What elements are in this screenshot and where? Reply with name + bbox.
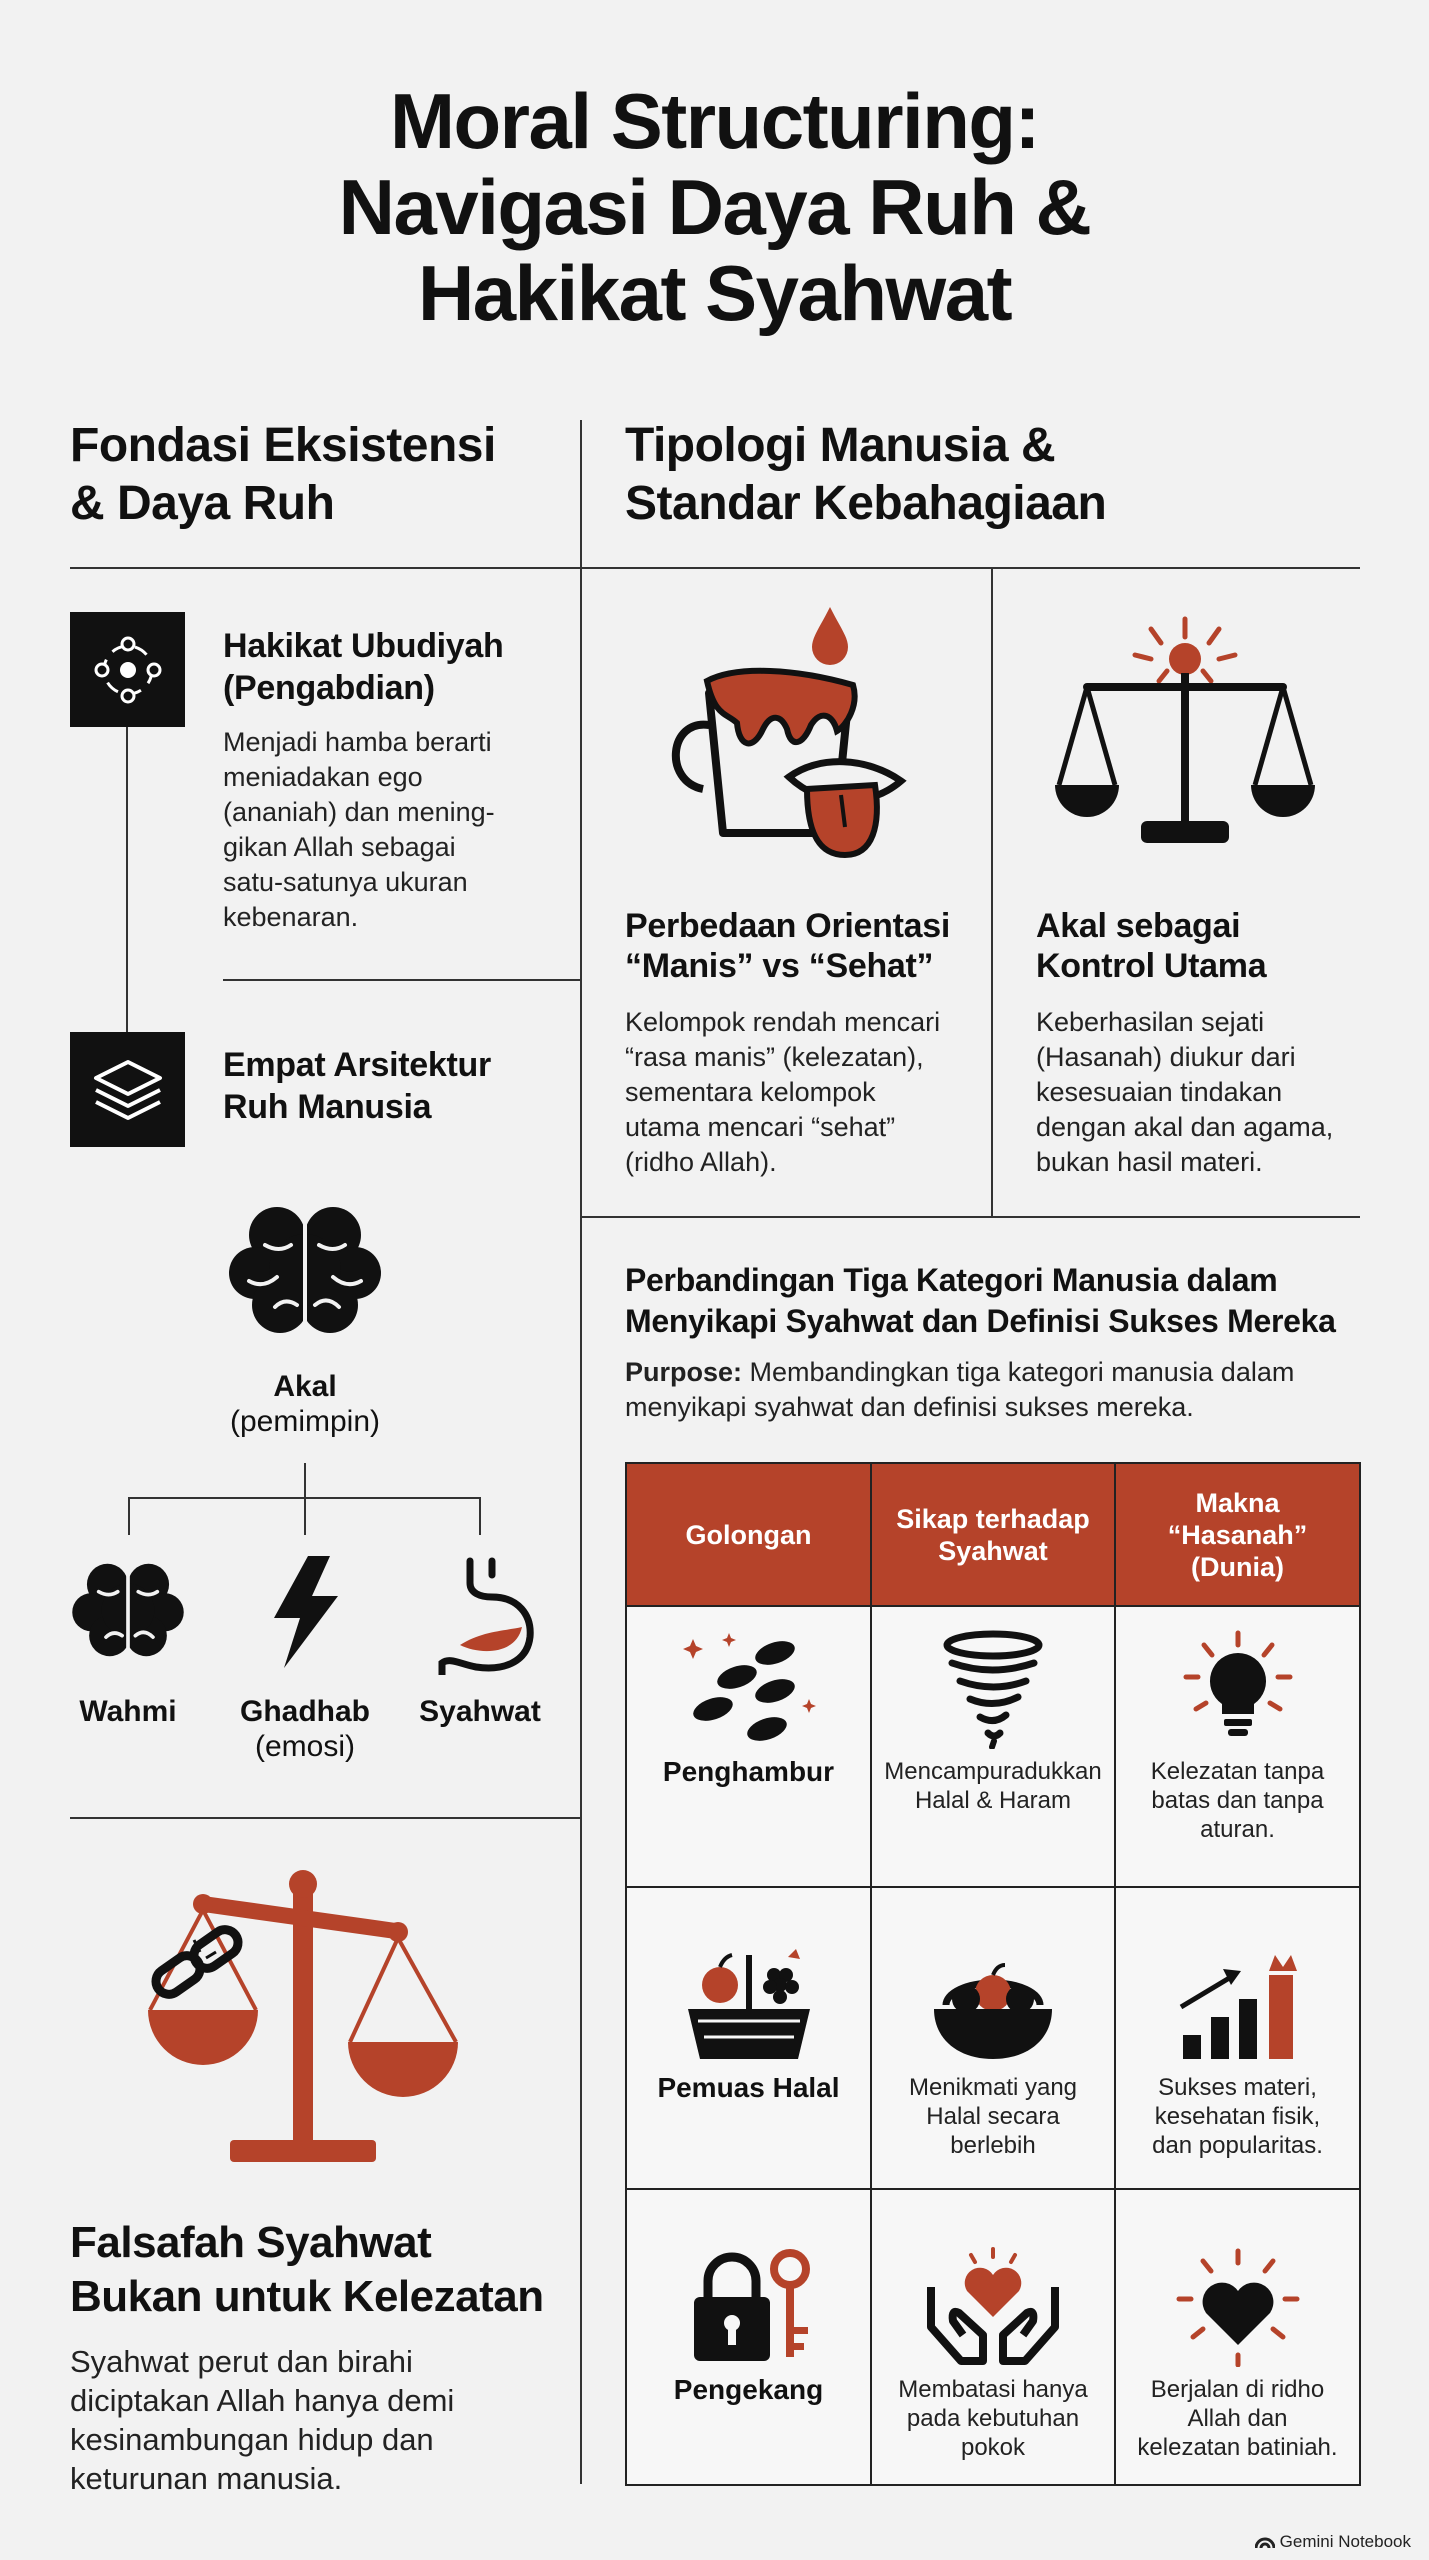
akal-sub-label: (pemimpin) [229,1405,381,1438]
page-title [0,78,1429,336]
golongan-label: Pemuas Halal [657,2072,840,2103]
header-makna-line: (Dunia) [1191,1551,1284,1582]
unbalanced-scale-icon [140,1870,470,2180]
makna-line: dan popularitas. [1152,2132,1323,2159]
radiant-heart-icon [1122,2190,1353,2375]
golongan-label: Penghambur [662,1756,835,1787]
makna-line: Sukses materi, [1158,2074,1317,2101]
comparison-title-line-1: Perbandingan Tiga Kategori Manusia dalam [625,1262,1278,1298]
tree-stem [304,1463,306,1499]
comparison-title-line-2: Menyikapi Syahwat dan Definisi Sukses Mereka [625,1303,1336,1339]
table-row [626,1606,1360,1887]
ghadhab-sub-label: (emosi) [254,1730,355,1763]
falsafah-line: keturunan manusia. [70,2461,343,2496]
sikap-line: Menikmati yang [908,2074,1078,2101]
makna-line: Berjalan di ridho [1150,2376,1325,2403]
title-line-3: Hakikat Syahwat [417,249,1012,337]
akal-control-line: kesesuaian tindakan [1036,1077,1283,1107]
brain-icon [225,1195,385,1345]
golongan-cell [626,1606,871,1887]
left-section-heading [70,417,570,533]
makna-line: kelezatan batiniah. [1137,2434,1338,2461]
tree-right-drop [479,1497,481,1535]
purpose-label: Purpose: [625,1357,743,1387]
makna-line: Kelezatan tanpa [1150,1758,1325,1785]
akal-control-line: Keberhasilan sejati [1036,1007,1265,1037]
header-makna [1115,1463,1360,1606]
orientasi-title-line-2: “Manis” vs “Sehat” [625,947,934,985]
ghadhab-label: Ghadhab [239,1695,370,1728]
akal-control-line: (Hasanah) diukur dari [1036,1042,1296,1072]
small-brain-icon [68,1555,188,1665]
ubudiyah-line: gikan Allah sebagai [223,832,456,862]
akal-control-body [1036,1005,1366,1180]
ubudiyah-line: (ananiah) dan mening- [223,797,495,827]
ubudiyah-line: meniadakan ego [223,762,423,792]
lightning-icon [260,1552,350,1672]
sikap-cell [871,1887,1115,2189]
header-makna-line: Makna [1195,1487,1280,1518]
orientasi-title-line-1: Perbedaan Orientasi [625,907,950,945]
fruit-bowl-icon [878,1888,1108,2073]
akal-label: Akal [273,1370,337,1403]
golongan-label: Pengekang [673,2374,824,2405]
falsafah-title [70,2216,570,2324]
tornado-icon [878,1607,1108,1757]
makna-line: batas dan tanpa [1151,1787,1324,1814]
akal-control-title [1036,906,1356,986]
sikap-line: Mencampuradukkan [884,1758,1102,1785]
sweet-cup-tongue-icon [665,607,915,877]
sikap-line: pokok [960,2434,1026,2461]
hands-heart-icon [878,2190,1108,2375]
ubudiyah-rule [223,979,581,981]
left-heading-line-1: Fondasi Eksistensi [70,419,496,472]
layers-icon [70,1032,185,1147]
ubudiyah-title [223,625,573,709]
target-icon [70,612,185,727]
right-col-divider [991,567,993,1217]
header-sikap-line: Sikap terhadap [896,1503,1090,1534]
falsafah-rule [70,1817,582,1819]
comparison-title [625,1260,1365,1342]
food-basket-icon [633,1888,864,2073]
purpose-text-line-2: menyikapi syahwat dan definisi sukses mereka. [625,1392,1194,1422]
right-head-rule [580,567,1360,569]
gemini-notebook-icon [1255,2535,1275,2549]
stomach-icon [420,1555,540,1675]
right-heading-line-1: Tipologi Manusia & [625,419,1056,472]
akal-control-title-line-1: Akal sebagai [1036,907,1241,945]
center-divider [580,420,582,2484]
title-line-2: Navigasi Daya Ruh & [338,163,1091,251]
falsafah-body [70,2342,570,2498]
arsitektur-title-line-2: Ruh Manusia [223,1088,432,1126]
sikap-cell [871,1606,1115,1887]
footer-brand [1255,2532,1411,2552]
akal-control-line: bukan hasil materi. [1036,1147,1263,1177]
lock-key-icon [633,2190,864,2375]
timeline-connector [126,727,128,1032]
header-golongan-label: Golongan [685,1519,812,1550]
falsafah-line: Syahwat perut dan birahi [70,2344,413,2379]
tree-left-drop [128,1497,130,1535]
makna-cell [1115,1606,1360,1887]
growth-chart-icon [1122,1888,1353,2073]
falsafah-line: diciptakan Allah hanya demi [70,2383,455,2418]
right-mid-rule [580,1216,1360,1218]
falsafah-line: kesinambungan hidup dan [70,2422,434,2457]
akal-control-line: dengan akal dan agama, [1036,1112,1334,1142]
orientasi-line: sementara kelompok [625,1077,876,1107]
orientasi-line: (ridho Allah). [625,1147,777,1177]
falsafah-title-line-1: Falsafah Syahwat [70,2218,432,2267]
makna-cell [1115,2189,1360,2485]
akal-control-title-line-2: Kontrol Utama [1036,947,1267,985]
golongan-cell [626,1887,871,2189]
sikap-line: pada kebutuhan [906,2405,1080,2432]
coins-icon [633,1607,864,1757]
left-head-rule [70,567,582,569]
makna-line: aturan. [1200,1816,1275,1843]
orientasi-body [625,1005,985,1180]
orientasi-line: utama mencari “sehat” [625,1112,896,1142]
comparison-purpose [625,1355,1365,1425]
tree-center-drop [304,1497,306,1535]
makna-cell [1115,1887,1360,2189]
ubudiyah-line: satu-satunya ukuran [223,867,468,897]
sikap-cell [871,2189,1115,2485]
header-sikap [871,1463,1115,1606]
sikap-line: Halal & Haram [914,1787,1072,1814]
ubudiyah-title-line-2: (Pengabdian) [223,669,435,707]
balance-scale-icon [1055,615,1315,865]
falsafah-title-line-2: Bukan untuk Kelezatan [70,2272,544,2321]
table-header-row [626,1463,1360,1606]
lightbulb-icon [1122,1607,1353,1757]
ubudiyah-line: kebenaran. [223,902,359,932]
sikap-line: Halal secara [926,2103,1060,2130]
arsitektur-title-line-1: Empat Arsitektur [223,1046,491,1084]
ubudiyah-line: Menjadi hamba berarti [223,727,492,757]
right-section-heading [625,417,1355,533]
purpose-text-line-1: Membandingkan tiga kategori manusia dalam [742,1357,1295,1387]
right-heading-line-2: Standar Kebahagiaan [625,477,1107,530]
syahwat-label: Syahwat [419,1695,541,1728]
makna-line: kesehatan fisik, [1154,2103,1321,2130]
orientasi-line: “rasa manis” (kelezatan), [625,1042,924,1072]
sikap-line: berlebih [950,2132,1036,2159]
left-heading-line-2: & Daya Ruh [70,477,335,530]
orientasi-line: Kelompok rendah mencari [625,1007,941,1037]
orientasi-title [625,906,985,986]
golongan-cell [626,2189,871,2485]
table-row [626,2189,1360,2485]
header-makna-line: “Hasanah” [1167,1519,1308,1550]
wahmi-label: Wahmi [79,1695,177,1728]
table-row [626,1887,1360,2189]
ubudiyah-title-line-1: Hakikat Ubudiyah [223,627,504,665]
ubudiyah-body [223,725,573,935]
comparison-table [625,1462,1361,2486]
header-sikap-line: Syahwat [938,1535,1048,1566]
makna-line: Allah dan [1187,2405,1288,2432]
sikap-line: Membatasi hanya [898,2376,1088,2403]
footer-label: Gemini Notebook [1279,2532,1411,2551]
title-line-1: Moral Structuring: [390,77,1039,165]
header-golongan [626,1463,871,1606]
arsitektur-title [223,1044,573,1128]
